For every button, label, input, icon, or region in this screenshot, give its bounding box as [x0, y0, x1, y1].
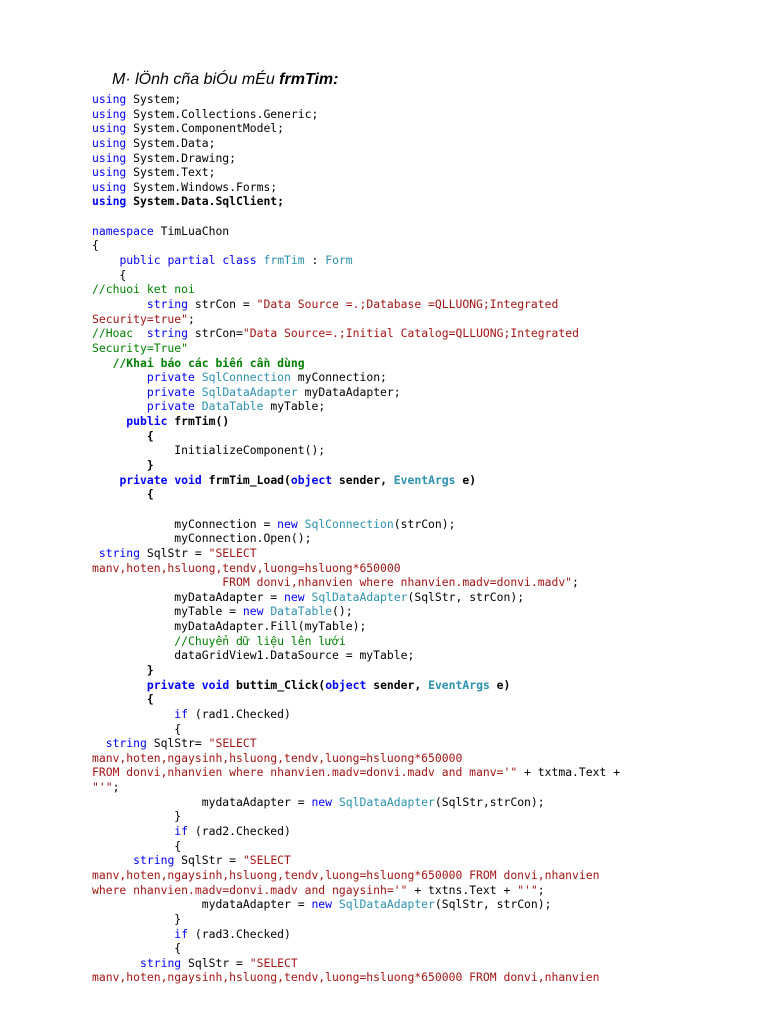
- code-token: //Chuyển dữ liệu lên lưới: [174, 633, 346, 648]
- code-token: [92, 956, 140, 970]
- code-token: SqlStr =: [140, 545, 209, 560]
- code-token: {: [92, 428, 154, 443]
- code-token: partial: [167, 253, 216, 268]
- code-token: FROM donvi,nhanvien where nhanvien.madv=donvi.madv and manv='": [92, 765, 518, 780]
- code-token: using: [92, 92, 127, 106]
- code-token: public: [119, 253, 161, 268]
- code-token: [92, 927, 174, 941]
- code-token: {: [92, 838, 182, 853]
- code-token: ;: [572, 575, 579, 590]
- code-token: System;: [126, 92, 182, 106]
- code-token: namespace: [92, 223, 154, 238]
- code-line: [92, 151, 620, 166]
- code-token: manv,hoten,ngaysinh,hsluong,tendv,luong=hsluong*650000: [92, 750, 463, 765]
- code-line: [92, 956, 620, 971]
- code-token: (rad1.Checked): [188, 706, 291, 721]
- code-line: [92, 356, 620, 371]
- code-token: private: [146, 399, 195, 414]
- code-token: System.Text;: [126, 165, 216, 180]
- code-line: [92, 517, 620, 532]
- code-token: private: [146, 677, 195, 692]
- code-line: [92, 839, 620, 854]
- code-token: [195, 370, 202, 384]
- code-line: [92, 443, 620, 458]
- code-token: [195, 678, 202, 692]
- code-line: [92, 927, 620, 942]
- code-token: SqlDataAdapter: [338, 897, 435, 912]
- code-token: [92, 634, 174, 648]
- code-token: ;: [112, 780, 120, 795]
- code-token: SqlStr=: [146, 736, 209, 751]
- code-line: [92, 238, 620, 253]
- code-line: [92, 502, 620, 517]
- code-line: [92, 941, 620, 956]
- code-token: //chuoi ket noi: [92, 282, 195, 297]
- code-line: [92, 312, 620, 327]
- code-token: [92, 385, 147, 399]
- code-token: }: [92, 911, 182, 926]
- code-token: EventArgs: [393, 472, 456, 487]
- code-line: [92, 809, 620, 824]
- code-token: [92, 414, 126, 428]
- code-token: using: [92, 179, 127, 194]
- code-token: myConnection =: [92, 516, 278, 531]
- code-line: [92, 663, 620, 678]
- code-line: [92, 92, 620, 107]
- code-token: "SELECT: [208, 736, 257, 751]
- code-token: object: [325, 677, 367, 692]
- code-token: class: [222, 253, 257, 268]
- code-line: [92, 853, 620, 868]
- code-token: ;: [537, 882, 545, 897]
- code-token: Security=true": [92, 311, 189, 326]
- code-token: using: [92, 121, 127, 136]
- code-token: e): [455, 472, 477, 487]
- code-token: DataTable: [201, 399, 264, 414]
- code-line: [92, 224, 620, 239]
- code-token: [92, 736, 106, 750]
- code-token: sender,: [366, 677, 429, 692]
- code-token: System.Drawing;: [126, 150, 237, 165]
- code-line: [92, 561, 620, 576]
- code-token: {: [92, 941, 182, 956]
- code-token: //Hoac: [92, 326, 147, 341]
- code-token: public: [126, 414, 168, 429]
- code-token: frmTim(): [167, 414, 230, 429]
- code-token: myTable;: [263, 399, 326, 414]
- code-token: new: [242, 604, 264, 619]
- code-token: void: [174, 472, 202, 487]
- code-line: [92, 399, 620, 414]
- code-token: frmTim: [263, 253, 305, 268]
- code-token: object: [290, 472, 333, 487]
- code-token: frmTim_Load(: [201, 472, 291, 487]
- code-token: [92, 824, 174, 838]
- code-token: dataGridView1.DataSource = myTable;: [92, 648, 415, 663]
- code-listing: [92, 92, 620, 985]
- code-token: using: [92, 194, 127, 209]
- code-token: using: [92, 135, 127, 150]
- code-token: InitializeComponent();: [92, 443, 326, 458]
- code-line: [92, 385, 620, 400]
- code-token: [92, 253, 119, 267]
- code-line: [92, 883, 620, 898]
- code-token: e): [489, 677, 511, 692]
- code-token: System.Data;: [126, 135, 216, 150]
- code-token: [92, 707, 174, 721]
- code-token: where nhanvien.madv=donvi.madv and ngaysinh='": [92, 882, 408, 897]
- code-line: [92, 370, 620, 385]
- code-token: SqlConnection: [201, 370, 291, 385]
- code-line: [92, 824, 620, 839]
- code-token: SqlStr =: [181, 955, 250, 970]
- code-token: manv,hoten,ngaysinh,hsluong,tendv,luong=hsluong*650000 FROM donvi,nhanvien: [92, 867, 600, 882]
- code-line: [92, 575, 620, 590]
- code-line: [92, 253, 620, 268]
- code-token: :: [304, 253, 326, 268]
- code-token: myConnection;: [290, 370, 387, 385]
- code-token: "Data Source =.;Database =QLLUONG;Integrated: [256, 296, 559, 311]
- code-token: private: [146, 370, 195, 385]
- code-line: [92, 590, 620, 605]
- code-line: [92, 414, 620, 429]
- code-token: string: [146, 296, 189, 311]
- code-token: ;: [188, 311, 195, 326]
- code-token: System.ComponentModel;: [126, 121, 285, 136]
- code-line: [92, 678, 620, 693]
- code-line: [92, 546, 620, 561]
- code-token: myTable =: [92, 604, 243, 619]
- code-token: + txtns.Text +: [407, 882, 518, 897]
- code-token: (rad3.Checked): [188, 926, 291, 941]
- code-token: if: [174, 926, 189, 941]
- code-token: string: [105, 736, 147, 751]
- code-token: }: [92, 458, 154, 473]
- heading-form-name: frmTim:: [279, 71, 339, 88]
- code-token: strCon=: [188, 326, 243, 341]
- code-token: strCon =: [188, 296, 257, 311]
- code-token: [92, 546, 99, 560]
- code-token: Form: [325, 253, 353, 268]
- code-token: [92, 356, 113, 370]
- code-token: {: [92, 238, 99, 253]
- code-token: string: [140, 955, 182, 970]
- code-token: {: [92, 692, 154, 707]
- code-token: new: [284, 589, 305, 604]
- code-token: myDataAdapter =: [92, 589, 285, 604]
- code-line: [92, 751, 620, 766]
- code-token: System.Data.SqlClient;: [126, 194, 285, 209]
- code-token: [92, 473, 119, 487]
- code-token: [92, 297, 147, 311]
- code-token: //Khai báo các biến cần dùng: [112, 355, 305, 370]
- code-token: (strCon);: [393, 516, 456, 531]
- code-token: "'": [92, 780, 113, 795]
- code-token: SqlDataAdapter: [311, 589, 408, 604]
- code-token: SqlDataAdapter: [338, 794, 435, 809]
- code-token: if: [174, 824, 189, 839]
- code-line: [92, 970, 620, 985]
- code-line: [92, 795, 620, 810]
- code-token: using: [92, 150, 127, 165]
- code-line: [92, 136, 620, 151]
- code-token: "SELECT: [242, 853, 291, 868]
- code-token: TimLuaChon: [153, 223, 230, 238]
- code-line: [92, 692, 620, 707]
- code-token: SqlDataAdapter: [201, 384, 298, 399]
- code-token: Security=True": [92, 340, 189, 355]
- code-token: }: [92, 662, 154, 677]
- code-token: (SqlStr,strCon);: [434, 794, 545, 809]
- code-token: SqlStr =: [174, 853, 243, 868]
- code-token: string: [133, 853, 175, 868]
- code-line: [92, 429, 620, 444]
- code-line: [92, 121, 620, 136]
- code-token: mydataAdapter =: [92, 897, 312, 912]
- code-token: string: [98, 545, 141, 560]
- code-token: EventArgs: [428, 677, 490, 692]
- code-token: (rad2.Checked): [188, 824, 291, 839]
- code-token: using: [92, 106, 127, 121]
- code-token: manv,hoten,hsluong,tendv,luong=hsluong*650000: [92, 560, 401, 575]
- heading-prefix: M· lÖnh cña biÓu mÉu: [112, 71, 280, 88]
- code-token: new: [311, 794, 333, 809]
- code-line: [92, 707, 620, 722]
- code-token: [92, 678, 147, 692]
- code-token: if: [174, 706, 189, 721]
- code-token: [195, 385, 202, 399]
- code-token: [332, 795, 339, 809]
- code-token: + txtma.Text +: [517, 765, 621, 780]
- code-token: SqlConnection: [304, 516, 394, 531]
- code-token: "'": [517, 882, 538, 897]
- code-token: myDataAdapter;: [297, 384, 401, 399]
- code-line: [92, 722, 620, 737]
- code-token: (SqlStr, strCon);: [407, 589, 525, 604]
- code-line: [92, 165, 620, 180]
- code-line: [92, 458, 620, 473]
- code-token: ();: [332, 604, 353, 619]
- code-line: [92, 765, 620, 780]
- code-line: [92, 297, 620, 312]
- code-token: myDataAdapter.Fill(myTable);: [92, 619, 367, 634]
- code-line: [92, 868, 620, 883]
- code-line: [92, 531, 620, 546]
- code-token: "SELECT: [208, 545, 257, 560]
- code-token: private: [146, 384, 195, 399]
- code-token: "Data Source=.;Initial Catalog=QLLUONG;Integrated: [242, 326, 579, 341]
- code-line: [92, 107, 620, 122]
- code-line: [92, 780, 620, 795]
- code-token: [92, 370, 147, 384]
- code-token: {: [92, 721, 182, 736]
- code-token: new: [311, 897, 333, 912]
- code-token: "SELECT: [249, 955, 298, 970]
- code-line: [92, 619, 620, 634]
- code-line: [92, 604, 620, 619]
- code-line: [92, 736, 620, 751]
- code-token: void: [201, 677, 230, 692]
- code-token: [298, 517, 305, 531]
- code-line: [92, 912, 620, 927]
- code-token: (SqlStr, strCon);: [434, 897, 552, 912]
- code-line: [92, 326, 620, 341]
- code-line: [92, 341, 620, 356]
- code-line: [92, 634, 620, 649]
- code-token: System.Collections.Generic;: [126, 106, 319, 121]
- code-token: {: [92, 267, 127, 282]
- code-token: System.Windows.Forms;: [126, 179, 278, 194]
- code-token: private: [119, 472, 168, 487]
- code-token: buttim_Click(: [229, 677, 326, 692]
- code-token: [92, 853, 133, 867]
- code-token: sender,: [332, 472, 394, 487]
- code-line: [92, 473, 620, 488]
- code-line: [92, 282, 620, 297]
- code-token: [332, 897, 339, 911]
- code-token: [92, 399, 147, 413]
- code-token: }: [92, 809, 182, 824]
- code-line: [92, 209, 620, 224]
- code-token: using: [92, 165, 127, 180]
- code-token: {: [92, 487, 154, 502]
- code-token: string: [146, 326, 189, 341]
- code-token: [195, 399, 202, 413]
- code-line: [92, 194, 620, 209]
- code-token: new: [277, 516, 298, 531]
- code-line: [92, 897, 620, 912]
- code-line: [92, 648, 620, 663]
- section-heading: [112, 71, 338, 89]
- code-token: FROM donvi,nhanvien where nhanvien.madv=donvi.madv": [92, 575, 573, 590]
- code-token: manv,hoten,ngaysinh,hsluong,tendv,luong=hsluong*650000 FROM donvi,nhanvien: [92, 970, 600, 985]
- code-token: mydataAdapter =: [92, 794, 312, 809]
- code-line: [92, 268, 620, 283]
- code-token: DataTable: [270, 604, 333, 619]
- code-line: [92, 487, 620, 502]
- code-line: [92, 180, 620, 195]
- code-token: myConnection.Open();: [92, 531, 312, 546]
